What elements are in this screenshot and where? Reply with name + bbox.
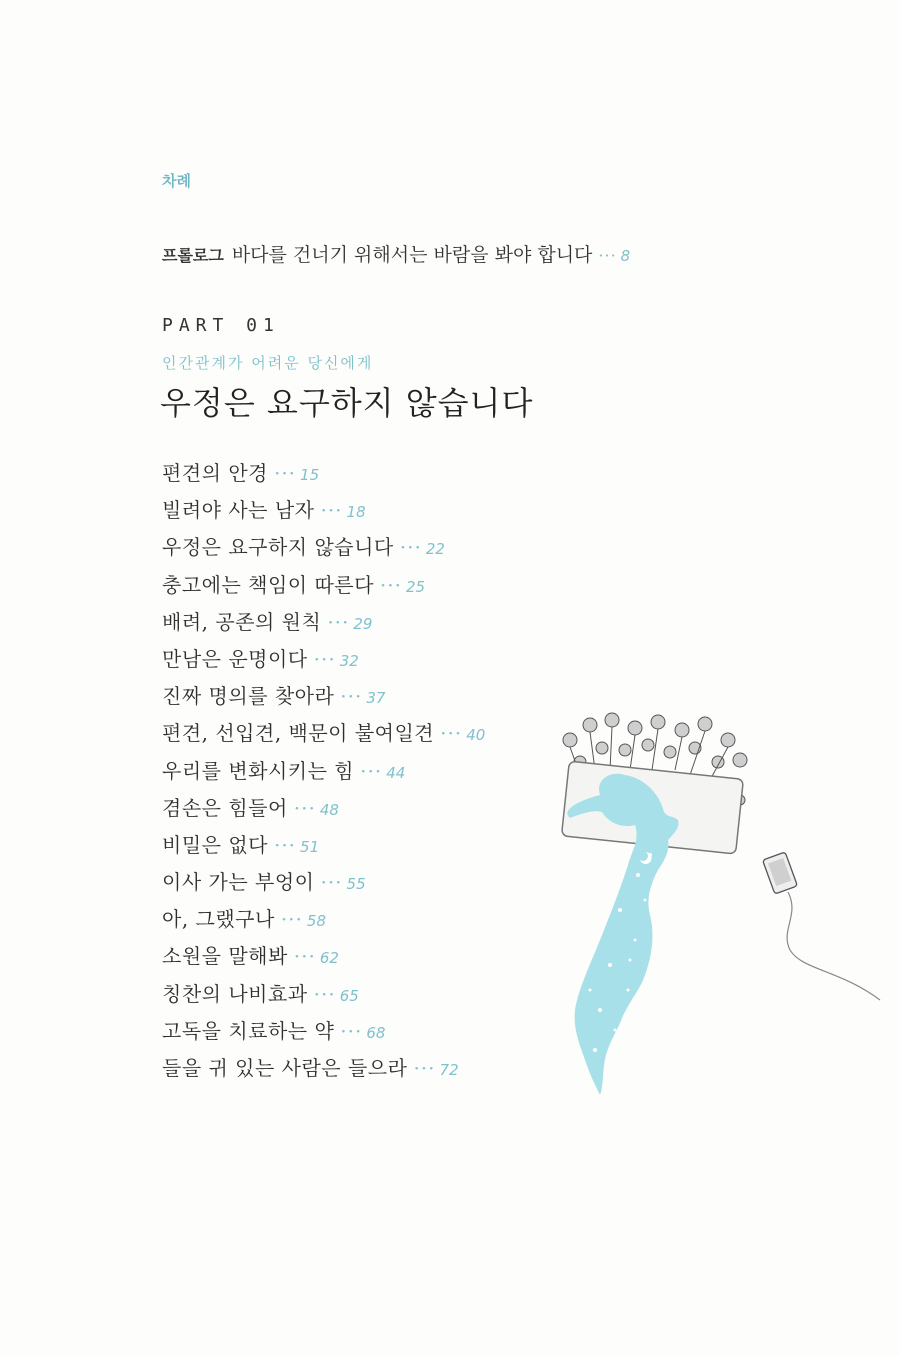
prologue-label: 프롤로그	[162, 246, 224, 265]
chapter-entry[interactable]	[162, 458, 485, 495]
chapter-entry[interactable]	[162, 1053, 485, 1090]
leader-dots: ···	[340, 1018, 363, 1043]
page-number: 51	[300, 837, 320, 856]
page-number: 44	[386, 763, 406, 782]
page-number: 8	[620, 247, 631, 265]
chapter-entry[interactable]	[162, 644, 485, 681]
chapter-title: 만남은 운명이다	[162, 646, 308, 671]
page-number: 62	[319, 949, 339, 968]
chapter-entry[interactable]	[162, 495, 485, 532]
leader-dots: ···	[440, 721, 463, 746]
page-number: 48	[319, 800, 339, 819]
leader-dots: ···	[379, 572, 402, 597]
prologue-entry[interactable]	[162, 240, 630, 267]
chapter-entry[interactable]	[162, 532, 485, 569]
leader-dots: ···	[320, 498, 343, 523]
page-number: 55	[346, 875, 366, 894]
chapter-title: 소원을 말해봐	[162, 944, 288, 969]
phone-icon	[763, 852, 880, 1000]
chapter-list	[162, 458, 485, 1090]
page-number: 37	[366, 689, 386, 708]
leader-dots: ···	[313, 981, 336, 1006]
chapter-title: 우리를 변화시키는 힘	[162, 758, 355, 783]
chapter-title: 비밀은 없다	[162, 832, 268, 857]
page-number: 29	[353, 614, 373, 633]
leader-dots: ···	[360, 758, 383, 783]
toc-heading: 차례	[162, 172, 191, 190]
page-number: 15	[300, 466, 320, 484]
chapter-title: 편견의 안경	[162, 461, 268, 485]
leader-dots: ···	[280, 907, 303, 932]
girl-silhouette-illustration	[540, 700, 890, 1100]
page-number: 65	[339, 986, 359, 1005]
part-subtitle: 인간관계가 어려운 당신에게	[162, 354, 374, 372]
chapter-title: 아, 그랬구나	[162, 907, 275, 932]
page-number: 25	[406, 577, 426, 596]
chapter-title: 진짜 명의를 찾아라	[162, 684, 335, 709]
chapter-entry[interactable]	[162, 1016, 485, 1053]
chapter-entry[interactable]	[162, 979, 485, 1016]
leader-dots: ···	[598, 246, 617, 265]
page-number: 18	[346, 503, 366, 522]
leader-dots: ···	[293, 944, 316, 969]
chapter-title: 칭찬의 나비효과	[162, 981, 308, 1006]
leader-dots: ···	[340, 684, 363, 709]
page-number: 58	[306, 912, 326, 931]
chapter-title: 고독을 치료하는 약	[162, 1018, 335, 1043]
leader-dots: ···	[293, 795, 316, 820]
chapter-entry[interactable]	[162, 570, 485, 607]
chapter-title: 우정은 요구하지 않습니다	[162, 535, 394, 560]
chapter-entry[interactable]	[162, 607, 485, 644]
chapter-entry[interactable]	[162, 904, 485, 941]
chapter-title: 빌려야 사는 남자	[162, 498, 315, 523]
page-number: 72	[439, 1061, 459, 1079]
chapter-entry[interactable]	[162, 941, 485, 978]
page-number: 22	[425, 540, 445, 559]
page-number: 68	[366, 1023, 386, 1042]
leader-dots: ···	[273, 832, 297, 857]
part-title: 우정은 요구하지 않습니다	[160, 384, 534, 422]
page-number: 40	[466, 726, 486, 745]
chapter-entry[interactable]	[162, 830, 485, 867]
chapter-title: 겸손은 힘들어	[162, 795, 288, 820]
chapter-entry[interactable]	[162, 718, 485, 755]
chapter-entry[interactable]	[162, 867, 485, 904]
leader-dots: ···	[399, 535, 422, 560]
chapter-title: 배려, 공존의 원칙	[162, 609, 322, 634]
chapter-entry[interactable]	[162, 681, 485, 718]
chapter-title: 충고에는 책임이 따른다	[162, 572, 374, 597]
page-number: 32	[339, 651, 359, 670]
chapter-entry[interactable]	[162, 793, 485, 830]
leader-dots: ···	[413, 1056, 436, 1080]
chapter-entry[interactable]	[162, 756, 485, 793]
part-label: PART 01	[162, 315, 280, 336]
chapter-title: 이사 가는 부엉이	[162, 870, 315, 895]
leader-dots: ···	[327, 609, 350, 634]
leader-dots: ···	[273, 461, 297, 485]
leader-dots: ···	[313, 646, 336, 671]
chapter-title: 편견, 선입견, 백문이 불여일견	[162, 721, 435, 746]
prologue-title: 바다를 건너기 위해서는 바람을 봐야 합니다	[231, 244, 593, 266]
chapter-title: 들을 귀 있는 사람은 들으라	[162, 1056, 408, 1080]
leader-dots: ···	[320, 870, 343, 895]
